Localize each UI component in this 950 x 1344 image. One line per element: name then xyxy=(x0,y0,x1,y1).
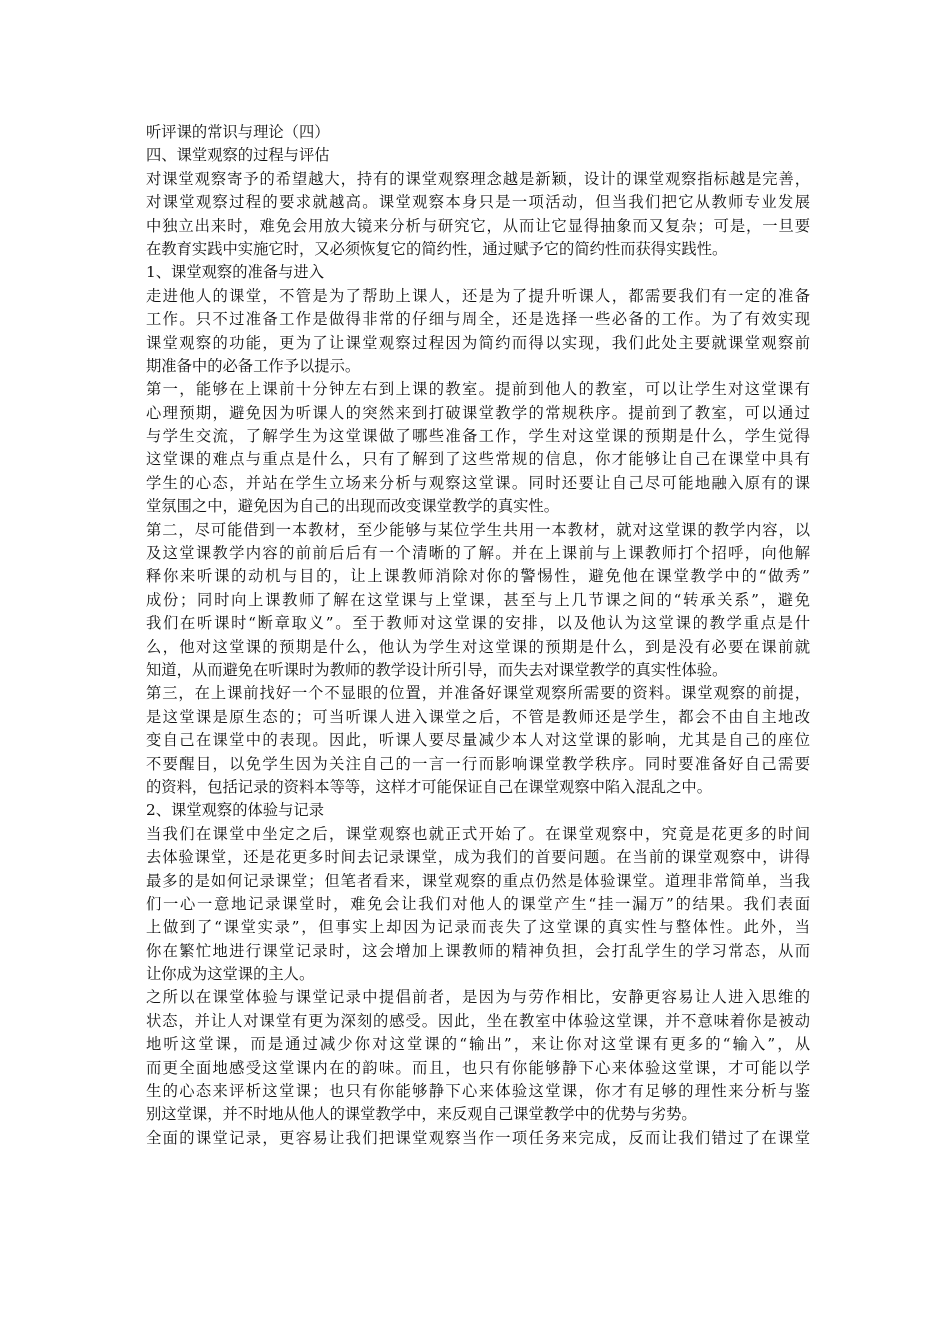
text-line: 之所以在课堂体验与课堂记录中提倡前者，是因为与劳作相比，安静更容易让人进入思维的 xyxy=(146,988,810,1007)
text-line: 变自己在课堂中的表现。因此，听课人要尽量减少本人对这堂课的影响，尤其是自己的座位 xyxy=(146,731,810,750)
text-line: 成份；同时向上课教师了解在这堂课与上堂课，甚至与上几节课之间的“转承关系”，避免 xyxy=(146,590,810,609)
text-line: 堂氛围之中，避免因为自己的出现而改变课堂教学的真实性。 xyxy=(146,497,560,516)
text-line: 第三，在上课前找好一个不显眼的位置，并准备好课堂观察所需要的资料。课堂观察的前提， xyxy=(146,684,810,703)
text-line: 对课堂观察过程的要求就越高。课堂观察本身只是一项活动，但当我们把它从教师专业发展 xyxy=(146,193,810,212)
text-line: 走进他人的课堂，不管是为了帮助上课人，还是为了提升听课人，都需要我们有一定的准备 xyxy=(146,286,810,305)
text-line: 别这堂课，并不时地从他人的课堂教学中，来反观自己课堂教学中的优势与劣势。 xyxy=(146,1105,697,1124)
text-line: 学生的心态，并站在学生立场来分析与观察这堂课。同时还要让自己尽可能地融入原有的课 xyxy=(146,473,810,492)
text-line: 心理预期，避免因为听课人的突然来到打破课堂教学的常规秩序。提前到了教室，可以通过 xyxy=(146,403,810,422)
text-line: 这堂课的难点与重点是什么，只有了解到了这些常规的信息，你才能够让自己在课堂中具有 xyxy=(146,450,810,469)
text-line: 中独立出来时，难免会用放大镜来分析与研究它，从而让它显得抽象而又复杂；可是，一旦要 xyxy=(146,216,810,235)
text-line: 生的心态来评析这堂课；也只有你能够静下心来体验这堂课，你才有足够的理性来分析与鉴 xyxy=(146,1082,810,1101)
section-heading: 四、课堂观察的过程与评估 xyxy=(146,146,330,165)
text-line: 及这堂课教学内容的前前后后有一个清晰的了解。并在上课前与上课教师打个招呼，向他解 xyxy=(146,544,810,563)
text-line: 释你来听课的动机与目的，让上课教师消除对你的警惕性，避免他在课堂教学中的“做秀” xyxy=(146,567,810,586)
text-line: 第二，尽可能借到一本教材，至少能够与某位学生共用一本教材，就对这堂课的教学内容，以 xyxy=(146,520,810,539)
text-line: 而更全面地感受这堂课内在的韵味。而且，也只有你能够静下心来体验这堂课，才可能以学 xyxy=(146,1058,810,1077)
text-line: 么，他对这堂课的预期是什么，他认为学生对这堂课的预期是什么，到是没有必要在课前就 xyxy=(146,637,810,656)
text-line: 与学生交流，了解学生为这堂课做了哪些准备工作，学生对这堂课的预期是什么，学生觉得 xyxy=(146,427,810,446)
text-line: 最多的是如何记录课堂；但笔者看来，课堂观察的重点仍然是体验课堂。道理非常简单，当我 xyxy=(146,871,810,890)
text-line: 在教育实践中实施它时，又必须恢复它的简约性，通过赋予它的简约性而获得实践性。 xyxy=(146,239,728,258)
text-line: 上做到了“课堂实录”，但事实上却因为记录而丧失了这堂课的真实性与整体性。此外，当 xyxy=(146,918,810,937)
text-line: 让你成为这堂课的主人。 xyxy=(146,965,315,984)
text-line: 全面的课堂记录，更容易让我们把课堂观察当作一项任务来完成，反而让我们错过了在课堂 xyxy=(146,1128,810,1147)
text-line: 状态，并让人对课堂有更为深刻的感受。因此，坐在教室中体验这堂课，并不意味着你是被动 xyxy=(146,1011,810,1030)
document-title: 听评课的常识与理论（四） xyxy=(146,123,330,141)
text-line: 不要醒目，以免学生因为关注自己的一言一行而影响课堂教学秩序。同时要准备好自己需要 xyxy=(146,754,810,773)
text-line: 课堂观察的功能，更为了让课堂观察过程因为简约而得以实现，我们此处主要就课堂观察前 xyxy=(146,333,810,352)
subsection-heading: 2、课堂观察的体验与记录 xyxy=(146,801,324,820)
text-line: 我们在听课时“断章取义”。至于教师对这堂课的安排，以及他认为这堂课的教学重点是什 xyxy=(146,614,810,633)
text-line: 期准备中的必备工作予以提示。 xyxy=(146,356,361,375)
text-line: 地听这堂课，而是通过减少你对这堂课的“输出”，来让你对这堂课有更多的“输入”，从 xyxy=(146,1035,810,1054)
text-line: 们一心一意地记录课堂时，难免会让我们对他人的课堂产生“挂一漏万”的结果。我们表面 xyxy=(146,894,810,913)
text-line: 对课堂观察寄予的希望越大，持有的课堂观察理念越是新颖，设计的课堂观察指标越是完善， xyxy=(146,169,810,188)
text-line: 工作。只不过准备工作是做得非常的仔细与周全，还是选择一些必备的工作。为了有效实现 xyxy=(146,310,810,329)
subsection-heading: 1、课堂观察的准备与进入 xyxy=(146,263,324,282)
text-line: 去体验课堂，还是花更多时间去记录课堂，成为我们的首要问题。在当前的课堂观察中，讲得 xyxy=(146,848,810,867)
text-line: 你在繁忙地进行课堂记录时，这会增加上课教师的精神负担，会打乱学生的学习常态，从而 xyxy=(146,941,810,960)
text-line: 的资料，包括记录的资料本等等，这样才可能保证自己在课堂观察中陷入混乱之中。 xyxy=(146,777,712,796)
text-line: 是这堂课是原生态的；可当听课人进入课堂之后，不管是教师还是学生，都会不由自主地改 xyxy=(146,707,810,726)
text-line: 知道，从而避免在听课时为教师的教学设计所引导，而失去对课堂教学的真实性体验。 xyxy=(146,660,728,679)
text-line: 当我们在课堂中坐定之后，课堂观察也就正式开始了。在课堂观察中，究竟是花更多的时间 xyxy=(146,824,810,843)
document-page xyxy=(146,121,810,1150)
text-line: 第一，能够在上课前十分钟左右到上课的教室。提前到他人的教室，可以让学生对这堂课有 xyxy=(146,380,810,399)
